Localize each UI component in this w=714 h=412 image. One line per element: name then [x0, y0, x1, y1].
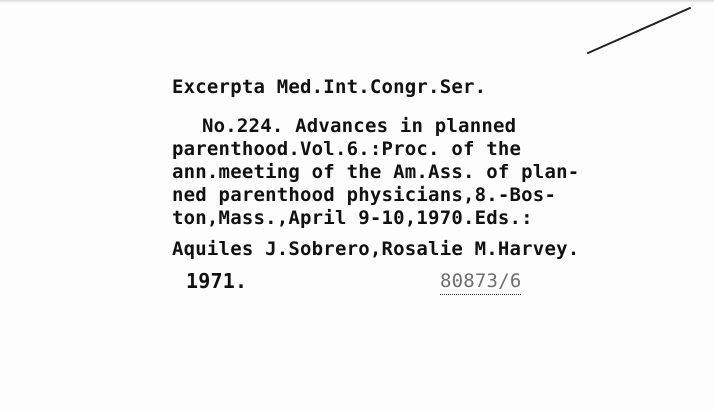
entry-line-2: parenthood.Vol.6.:Proc. of the: [172, 138, 522, 160]
entry-line-5: ton,Mass.,April 9-10,1970.Eds.:: [172, 207, 533, 229]
entry-line-6: Aquiles J.Sobrero,Rosalie M.Harvey.: [172, 238, 580, 260]
entry-line-4: ned parenthood physicians,8.-Bos-: [172, 184, 557, 206]
entry-line-1: No.224. Advances in planned: [202, 115, 517, 137]
journal-title: Excerpta Med.Int.Congr.Ser.: [172, 76, 487, 98]
entry-line-3: ann.meeting of the Am.Ass. of plan-: [172, 161, 580, 183]
publication-year: 1971.: [186, 269, 248, 293]
call-number: 80873/6: [440, 270, 521, 295]
